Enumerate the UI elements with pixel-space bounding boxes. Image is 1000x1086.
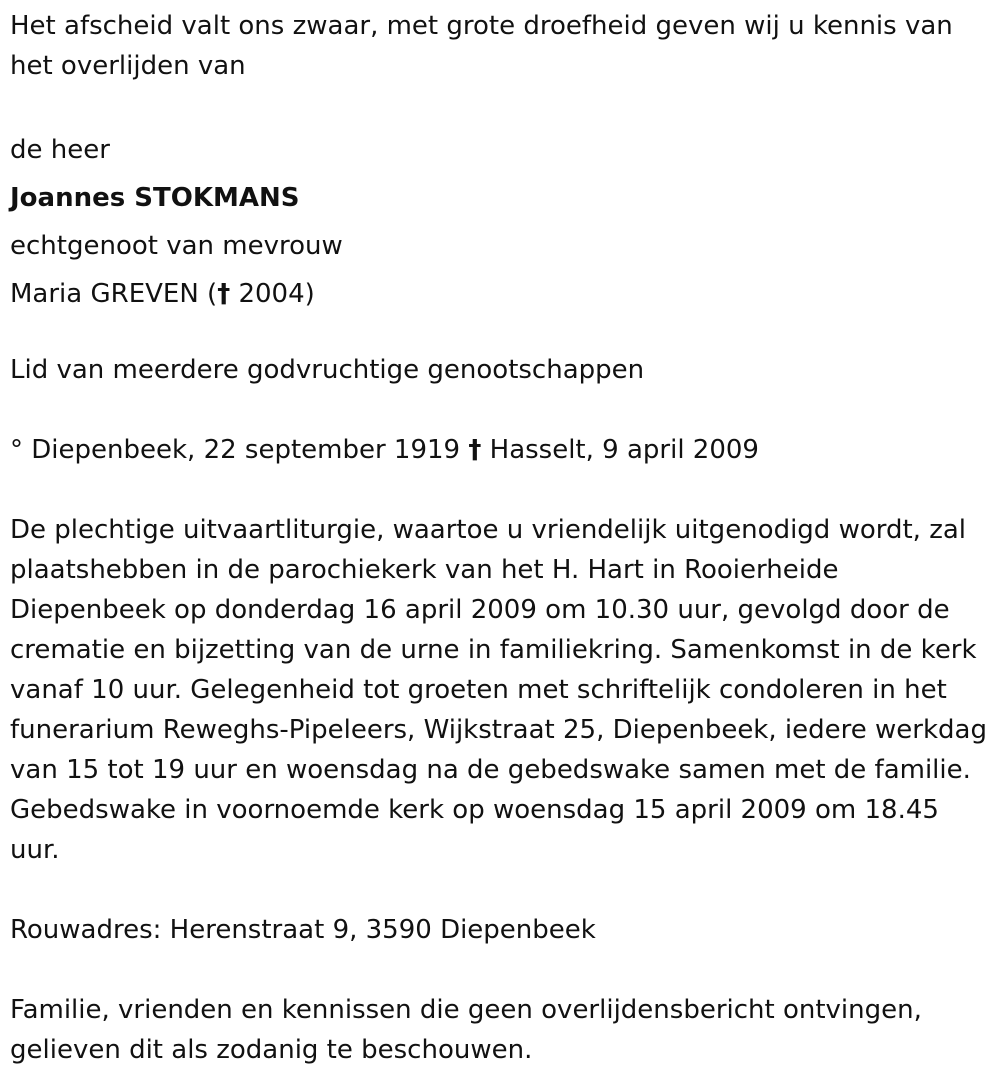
birth-info: ° Diepenbeek, 22 september 1919 — [10, 435, 461, 465]
closing-text: Familie, vrienden en kennissen die geen overlijdensbericht ontvingen, gelieven dit als zodanig te beschouwen. — [10, 995, 922, 1065]
spouse-line: echtgenoot van mevrouw — [10, 231, 343, 261]
funeral-details: De plechtige uitvaartliturgie, waartoe u vriendelijk uitgenodigd wordt, zal plaatshebben in de parochiekerk van het H. Hart in Rooierheide Diepenbeek op donderdag 16 april 2009 om 10.30 uur, gevolgd door de crematie en bijzetting van de urne in familiekring. Samenkomst in de kerk vanaf 10 uur. Gelegenheid tot groeten met schriftelijk condoleren in het funerarium Reweghs-Pipeleers, Wijkstraat 25, Diepenbeek, iedere werkdag van 15 tot 19 uur en woensdag na de gebedswake samen met de familie. Gebedswake in voornoemde kerk op woensdag 15 april 2009 om 18.45 uur. — [10, 515, 987, 865]
cross-icon: † — [217, 279, 231, 309]
death-info: Hasselt, 9 april 2009 — [481, 435, 759, 465]
membership-text: Lid van meerdere godvruchtige genootschappen — [10, 355, 645, 385]
deceased-name: Joannes STOKMANS — [10, 183, 300, 213]
cross-icon: † — [468, 435, 482, 465]
intro-text: Het afscheid valt ons zwaar, met grote droefheid geven wij u kennis van het overlijden van — [10, 11, 953, 81]
deceased-title: de heer — [10, 135, 110, 165]
spouse-death-year: 2004) — [230, 279, 315, 309]
deceased-block — [10, 126, 995, 318]
life-dates — [10, 430, 995, 470]
obituary-notice — [10, 6, 995, 1070]
spouse-name: Maria GREVEN ( — [10, 279, 218, 309]
mourning-address: Rouwadres: Herenstraat 9, 3590 Diepenbeek — [10, 915, 596, 945]
spouse-name-line — [10, 270, 995, 318]
